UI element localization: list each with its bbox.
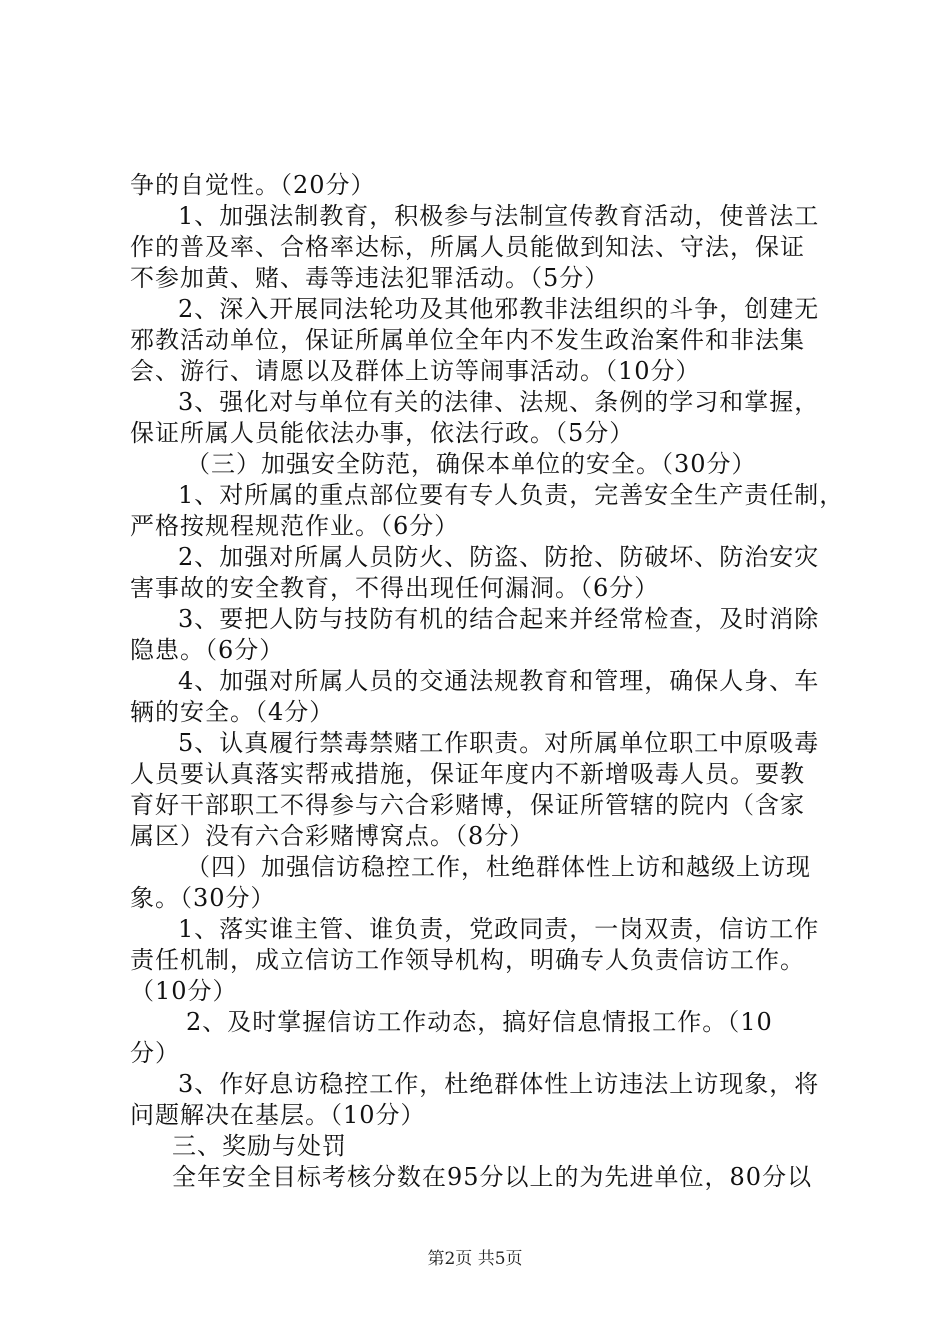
text-line: 3、作好息访稳控工作，杜绝群体性上访违法上访现象，将 [178,1070,820,1098]
text-line: 辆的安全。（4分） [130,698,335,726]
text-line: 责任机制，成立信访工作领导机构，明确专人负责信访工作。 [130,946,805,974]
text-line: 2、加强对所属人员防火、防盗、防抢、防破坏、防治安灾 [178,543,820,571]
text-line: 属区）没有六合彩赌博窝点。（8分） [130,822,535,850]
text-line: 2、及时掌握信访工作动态，搞好信息情报工作。（10 [186,1008,773,1036]
text-line: 1、加强法制教育，积极参与法制宣传教育活动，使普法工 [178,202,820,230]
text-line: 1、对所属的重点部位要有专人负责，完善安全生产责任制， [178,481,845,509]
text-line: 1、落实谁主管、谁负责，党政同责，一岗双责，信访工作 [178,915,820,943]
text-line: 象。（30分） [130,884,276,912]
page-number-footer: 第2页 共5页 [427,1249,523,1269]
text-line: 争的自觉性。（20分） [130,171,376,199]
section-heading: 三、奖励与处罚 [172,1132,347,1160]
text-line: 育好干部职工不得参与六合彩赌博，保证所管辖的院内（含家 [130,791,805,819]
text-line: 分） [130,1039,180,1067]
text-line: 5、认真履行禁毒禁赌工作职责。对所属单位职工中原吸毒 [178,729,820,757]
text-line: 会、游行、请愿以及群体上访等闹事活动。（10分） [130,357,701,385]
text-line: 作的普及率、合格率达标，所属人员能做到知法、守法，保证 [130,233,805,261]
text-line: 3、强化对与单位有关的法律、法规、条例的学习和掌握， [178,388,820,416]
section-heading: （三）加强安全防范，确保本单位的安全。（30分） [186,450,757,478]
text-line: 不参加黄、赌、毒等违法犯罪活动。（5分） [130,264,610,292]
section-heading: （四）加强信访稳控工作，杜绝群体性上访和越级上访现 [186,853,811,881]
text-line: 人员要认真落实帮戒措施，保证年度内不新增吸毒人员。要教 [130,760,805,788]
text-line: 保证所属人员能依法办事，依法行政。（5分） [130,419,635,447]
text-line: 问题解决在基层。（10分） [130,1101,426,1129]
text-line: 邪教活动单位，保证所属单位全年内不发生政治案件和非法集 [130,326,805,354]
text-line: （10分） [130,977,238,1005]
text-line: 4、加强对所属人员的交通法规教育和管理，确保人身、车 [178,667,820,695]
text-line: 全年安全目标考核分数在95分以上的为先进单位，80分以 [172,1163,813,1191]
document-body [130,170,845,1193]
text-line: 2、深入开展同法轮功及其他邪教非法组织的斗争，创建无 [178,295,820,323]
text-line: 严格按规程规范作业。（6分） [130,512,460,540]
text-line: 隐患。（6分） [130,636,285,664]
text-line: 害事故的安全教育，不得出现任何漏洞。（6分） [130,574,660,602]
text-line: 3、要把人防与技防有机的结合起来并经常检查，及时消除 [178,605,820,633]
